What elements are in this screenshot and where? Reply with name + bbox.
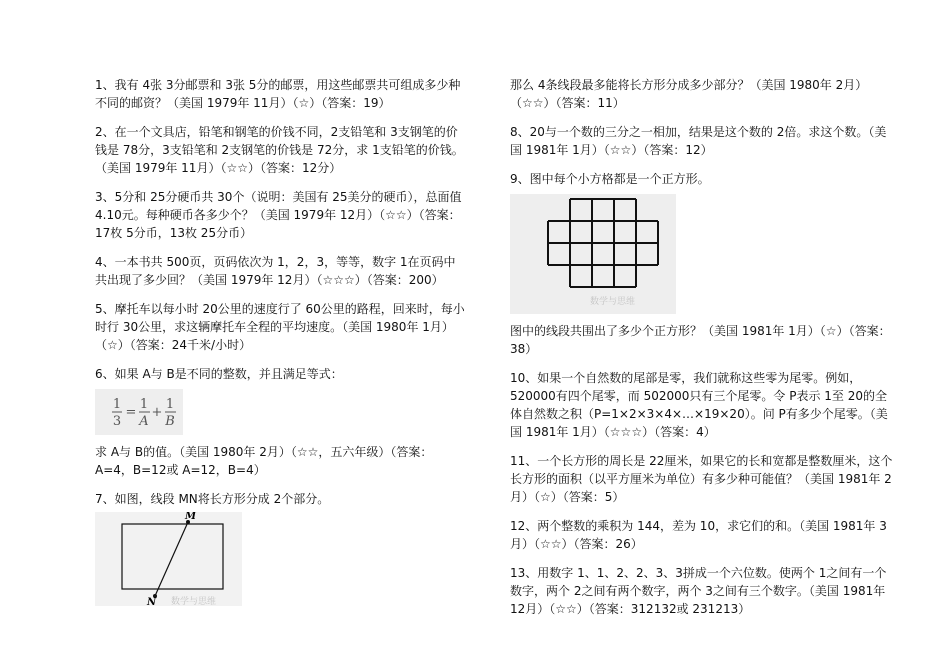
question-9: 9、图中每个小方格都是一个正方形。	[510, 172, 710, 186]
right-column	[510, 76, 895, 629]
eq-rhs1-numerator: 1	[139, 397, 149, 412]
question-4: 4、一本书共 500页，页码依次为 1，2，3，等等，数字 1在页码中共出现了多少回？（美国 1979年 12月）（☆☆☆）（答案：200）	[95, 255, 456, 287]
rectangle-segment-figure	[95, 512, 242, 606]
eq-plus: +	[151, 405, 163, 420]
rectangle-figure	[95, 512, 242, 606]
question-8: 8、20与一个数的三分之一相加，结果是这个数的 2倍。求这个数。（美国 1981年 1月）（☆☆）（答案：12）	[510, 125, 887, 157]
question-1: 1、我有 4张 3分邮票和 3张 5分的邮票，用这些邮票共可组成多少种不同的邮资？（美国 1979年 11月）（☆）（答案：19）	[95, 78, 461, 110]
equation-image	[95, 389, 183, 435]
question-10: 10、如果一个自然数的尾部是零，我们就称这些零为尾零。例如，520000有四个尾零，而 502000只有三个尾零。令 P表示 1至 20的全体自然数之积（P=1×2×3×4×…×19×20）。问 P有多少个尾零。（美国 1981年 1月）（☆☆☆）（答案：4）	[510, 371, 888, 439]
question-9-answer: 图中的线段共围出了多少个正方形？（美国 1981年 1月）（☆）（答案：38）	[510, 324, 891, 356]
question-7-continued: 那么 4条线段最多能将长方形分成多少部分？（美国 1980年 2月）（☆☆）（答案：11）	[510, 78, 868, 110]
label-n: N	[147, 597, 157, 606]
question-2: 2、在一个文具店，铅笔和钢笔的价钱不同，2支铅笔和 3支钢笔的价钱是 78分，3支铅笔和 2支钢笔的价钱是 72分，求 1支铅笔的价钱。（美国 1979年 11月）（☆☆）（答案：12分）	[95, 125, 464, 175]
watermark: 数学与思维	[171, 597, 217, 606]
watermark: 数学与思维	[590, 297, 636, 307]
eq-rhs2-denominator: B	[165, 414, 175, 429]
equation-figure	[95, 389, 183, 435]
question-6-answer: 求 A与 B的值。（美国 1980年 2月）（☆☆，五六年级）（答案：A=4，B=12或 A=12，B=4）	[95, 445, 433, 477]
segment-mn	[155, 522, 188, 596]
question-11: 11、一个长方形的周长是 22厘米，如果它的长和宽都是整数厘米，这个长方形的面积（以平方厘米为单位）有多少种可能值？（美国 1981年 2月）（☆）（答案：5）	[510, 454, 893, 504]
square-grid	[510, 194, 676, 314]
label-m: M	[185, 512, 197, 522]
eq-rhs2-numerator: 1	[165, 397, 175, 412]
question-7: 7、如图，线段 MN将长方形分成 2个部分。	[95, 492, 330, 506]
question-3: 3、5分和 25分硬币共 30个（说明：美国有 25美分的硬币），总面值 4.10元。每种硬币各多少个？（美国 1979年 12月）（☆☆）（答案：17枚 5分币，13枚 25分币）	[95, 190, 462, 240]
eq-equals: =	[125, 405, 137, 420]
left-column	[95, 76, 467, 614]
eq-lhs-numerator: 1	[112, 397, 122, 412]
question-6: 6、如果 A与 B是不同的整数，并且满足等式：	[95, 367, 343, 381]
question-13: 13、用数字 1、1、2、2、3、3拼成一个六位数。使两个 1之间有一个数字，两个 2之间有两个数字，两个 3之间有三个数字。（美国 1981年 12月）（☆☆）（答案：312132或 231213）	[510, 566, 887, 616]
grid-figure	[510, 194, 676, 314]
question-5: 5、摩托车以每小时 20公里的速度行了 60公里的路程，回来时，每小时行 30公里，求这辆摩托车全程的平均速度。（美国 1980年 1月）（☆）（答案：24千米/小时）	[95, 302, 465, 352]
question-12: 12、两个整数的乘积为 144，差为 10，求它们的和。（美国 1981年 3月）（☆☆）（答案：26）	[510, 519, 887, 551]
eq-rhs1-denominator: A	[139, 414, 149, 429]
eq-lhs-denominator: 3	[112, 414, 122, 429]
